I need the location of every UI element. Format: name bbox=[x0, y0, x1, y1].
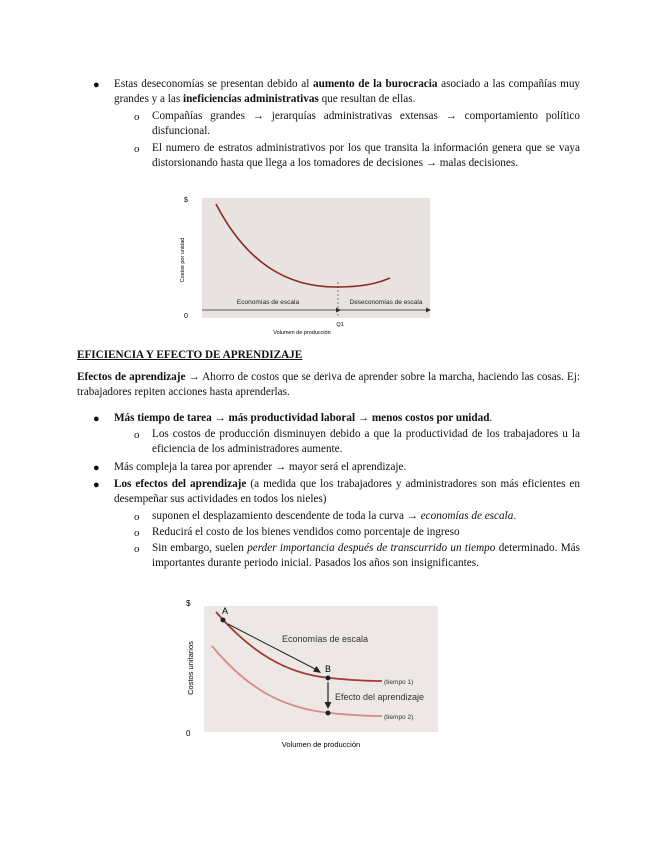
bullet-dot: ● bbox=[93, 79, 100, 91]
economies-label: Economías de escala bbox=[282, 634, 369, 644]
text: Sin embargo, suelen bbox=[152, 542, 248, 554]
italic-text: economías de escala bbox=[420, 510, 514, 522]
point-a bbox=[221, 618, 226, 623]
section-title: EFICIENCIA Y EFECTO DE APRENDIZAJE bbox=[77, 349, 303, 361]
point-a-label: A bbox=[222, 606, 229, 616]
paragraph-burocracia bbox=[114, 77, 580, 107]
bullet-compleja: Más compleja la tarea por aprender → mayor será el aprendizaje. bbox=[114, 461, 407, 473]
sub-item-estratos: El numero de estratos administrativos por los que transita la información genera que se vaya distorsionando hasta que llega a los tomadores de decisiones → malas decisiones. bbox=[152, 142, 580, 170]
bold-text: Los efectos del aprendizaje bbox=[114, 478, 247, 490]
q1-label: Q1 bbox=[336, 322, 344, 328]
text: asociado a las compañías muy grandes y a las bbox=[114, 78, 581, 106]
text: . bbox=[489, 412, 493, 424]
bold-text: aumento de la burocracia bbox=[313, 78, 438, 90]
bullet-efectos bbox=[114, 477, 580, 507]
text: suponen el desplazamiento descendente de toda la curva → bbox=[152, 510, 421, 522]
definition-paragraph bbox=[77, 370, 580, 400]
economies-label: Economías de escala bbox=[236, 299, 300, 306]
learning-label: Efecto del aprendizaje bbox=[335, 692, 425, 702]
text: que resultan de ellas. bbox=[318, 93, 416, 106]
bold-text: ineficiencias administrativas bbox=[182, 93, 319, 106]
sub-bullet-circle: o bbox=[134, 543, 140, 555]
cost-curve-chart bbox=[176, 192, 440, 347]
x-axis-label: Volumen de producción bbox=[281, 740, 361, 749]
point-b-label: B bbox=[325, 664, 332, 674]
text: Estas deseconomías se presentan debido al bbox=[114, 78, 313, 90]
text: (a medida que los trabajadores y administradores son más eficientes en desempeñar sus actividades en todos los nieles) bbox=[114, 478, 580, 506]
bold-text: Más tiempo de tarea → más productividad laboral → menos costos por unidad bbox=[114, 412, 490, 424]
y-top-label: $ bbox=[186, 599, 191, 608]
y-zero-label: 0 bbox=[186, 729, 191, 738]
sub-item-costos: Los costos de producción disminuyen debido a que la productividad de los trabajadores u la eficiencia de los administradores aumente. bbox=[152, 428, 580, 456]
cost-curve-svg bbox=[176, 192, 440, 342]
sub-item-sin-embargo bbox=[152, 541, 580, 571]
text: determinado. Más importantes durante periodo inicial. Pasados los años son insignificantes. bbox=[152, 542, 580, 570]
point-b bbox=[326, 676, 331, 681]
sub-item-suponen bbox=[152, 509, 580, 524]
definition-term: Efectos de aprendizaje bbox=[77, 371, 186, 383]
y-zero-label: 0 bbox=[184, 313, 188, 320]
italic-text: perder importancia después de transcurrido un tiempo bbox=[247, 542, 496, 554]
sub-item-companias: Compañías grandes → jerarquías administrativas extensas → comportamiento político disfuncional. bbox=[152, 110, 580, 138]
text: . bbox=[513, 510, 517, 522]
definition-text: → Ahorro de costos que se deriva de aprender sobre la marcha, haciendo las cosas. Ej: trabajadores repiten acciones hasta aprenderlas. bbox=[77, 371, 580, 399]
sub-bullet-circle: o bbox=[134, 143, 140, 155]
sub-bullet-circle: o bbox=[134, 111, 140, 123]
bullet-dot: ● bbox=[93, 413, 100, 425]
bullet-mas-tiempo bbox=[114, 411, 580, 426]
diseconomies-label: Deseconomías de escala bbox=[349, 299, 423, 306]
x-axis-label: Volumen de producción bbox=[273, 330, 331, 336]
y-top-label: $ bbox=[184, 197, 188, 204]
bullet-dot: ● bbox=[93, 479, 100, 491]
learning-curve-svg bbox=[180, 596, 450, 756]
sub-bullet-circle: o bbox=[134, 429, 140, 441]
point-learning bbox=[326, 711, 331, 716]
learning-curve-chart bbox=[180, 596, 450, 761]
y-axis-label: Costos por unidad bbox=[180, 237, 186, 283]
sub-item-reducira: Reducirá el costo de los bienes vendidos como porcentaje de ingreso bbox=[152, 526, 460, 538]
y-axis-label: Costos unitarios bbox=[186, 641, 195, 695]
sub-bullet-circle: o bbox=[134, 527, 140, 539]
bullet-dot: ● bbox=[93, 462, 100, 474]
sub-bullet-circle: o bbox=[134, 511, 140, 523]
curve-time1-label: (tiempo 1) bbox=[384, 679, 414, 686]
curve-time2-label: (tiempo 2) bbox=[384, 714, 414, 721]
